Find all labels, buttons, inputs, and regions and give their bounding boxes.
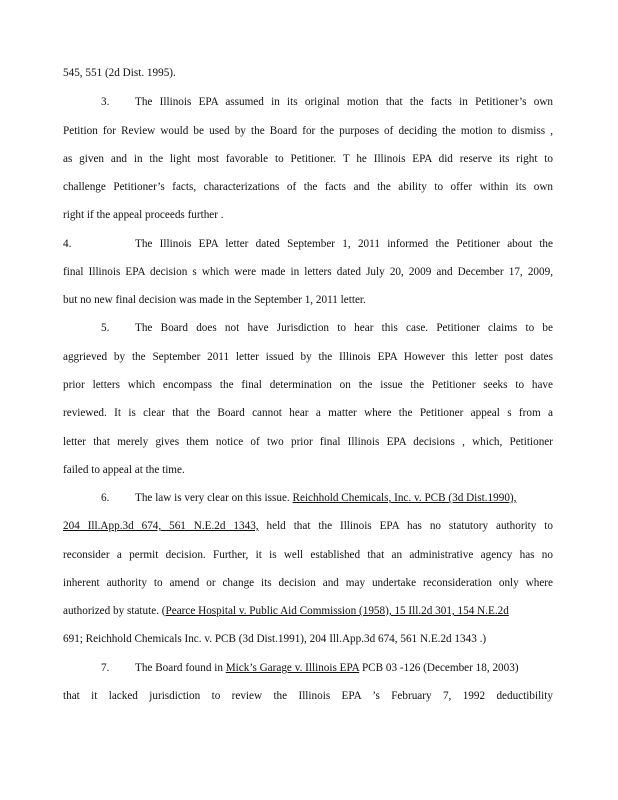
paragraph-3-line-4: challenge Petitioner’s facts, characterizations of the facts and the ability to offer within its own <box>63 181 553 193</box>
paragraph-5-line-2: aggrieved by the September 2011 letter issued by the Illinois EPA However this letter post dates <box>63 351 553 363</box>
paragraph-3-line-2: Petition for Review would be used by the Board for the purposes of deciding the motion to dismiss , <box>63 125 553 137</box>
line-text: 545, 551 (2d Dist. 1995). <box>63 67 176 79</box>
paragraph-3-line-5: right if the appeal proceeds further . <box>63 209 224 221</box>
case-citation: Mick’s Garage v. Illinois EPA <box>225 662 360 674</box>
paragraph-6-line-5: authorized by statute. (Pearce Hospital v. Public Aid Commission (1958), 15 Ill.2d 301, 154 N.E.2d <box>63 605 509 617</box>
paragraph-6-line-6: 691; Reichhold Chemicals Inc. v. PCB (3d Dist.1991), 204 Ill.App.3d 674, 561 N.E.2d 1343 .) <box>63 633 487 645</box>
paragraph-3-line-1: 3. The Illinois EPA assumed in its original motion that the facts in Petitioner’s own <box>63 95 553 109</box>
paragraph-3-line-3: as given and in the light most favorable to Petitioner. T he Illinois EPA did reserve its right to <box>63 153 553 165</box>
case-citation: Reichhold Chemicals, Inc. v. PCB (3d Dist.1990), <box>292 492 517 504</box>
case-citation: 204 Ill.App.3d 674, 561 N.E.2d 1343, <box>63 520 259 532</box>
paragraph-6-line-2: 204 Ill.App.3d 674, 561 N.E.2d 1343, held that the Illinois EPA has no statutory authority to <box>63 520 553 532</box>
paragraph-5-line-5: letter that merely gives them notice of two prior final Illinois EPA decisions , which, Petitioner <box>63 436 553 448</box>
paragraph-number: 6. <box>101 492 110 504</box>
paragraph-6-line-3: reconsider a permit decision. Further, it is well established that an administrative agency has no <box>63 549 553 561</box>
paragraph-6-line-4: inherent authority to amend or change its decision and may undertake reconsideration only where <box>63 577 553 589</box>
paragraph-5-line-1: 5. The Board does not have Jurisdiction to hear this case. Petitioner claims to be <box>63 321 553 335</box>
case-citation: Pearce Hospital v. Public Aid Commission (1958), 15 Ill.2d 301, 154 N.E.2d <box>165 605 509 617</box>
paragraph-4-line-2: final Illinois EPA decision s which were made in letters dated July 20, 2009 and December 17, 2009, <box>63 266 553 278</box>
paragraph-5-line-6: failed to appeal at the time. <box>63 464 185 476</box>
paragraph-7-line-1: 7. The Board found in Mick’s Garage v. Illinois EPA PCB 03 -126 (December 18, 2003) <box>63 661 553 675</box>
paragraph-4-line-3: but no new final decision was made in the September 1, 2011 letter. <box>63 294 366 306</box>
paragraph-number: 7. <box>101 662 110 674</box>
paragraph-5-line-4: reviewed. It is clear that the Board cannot hear a matter where the Petitioner appeal s from a <box>63 407 553 419</box>
paragraph-7-line-2: that it lacked jurisdiction to review the Illinois EPA ’s February 7, 1992 deductibility <box>63 690 553 702</box>
paragraph-number: 4. <box>63 238 72 250</box>
paragraph-number: 3. <box>101 96 110 108</box>
paragraph-5-line-3: prior letters which encompass the final determination on the issue the Petitioner seeks to have <box>63 379 553 391</box>
paragraph-number: 5. <box>101 322 110 334</box>
paragraph-6-line-1: 6. The law is very clear on this issue. Reichhold Chemicals, Inc. v. PCB (3d Dist.1990), <box>63 491 553 505</box>
text-line <box>63 66 553 80</box>
paragraph-4-line-1: 4. The Illinois EPA letter dated September 1, 2011 informed the Petitioner about the <box>63 238 553 250</box>
